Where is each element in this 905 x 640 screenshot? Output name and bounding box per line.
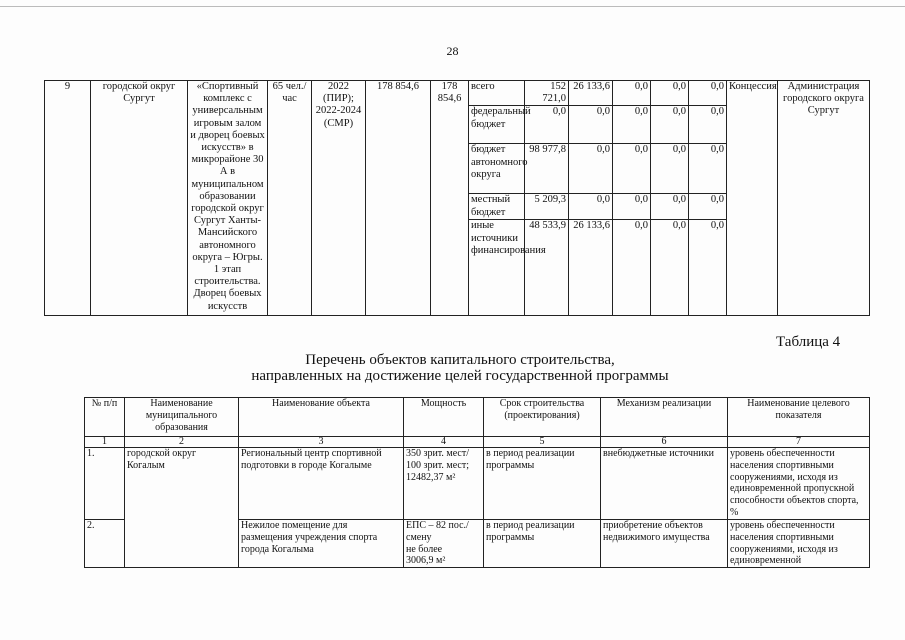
value-cell: 5 209,3: [525, 194, 569, 220]
column-number: 6: [601, 437, 728, 448]
column-number: 4: [404, 437, 484, 448]
value-cell: 0,0: [613, 220, 651, 316]
value-cell: 0,0: [651, 106, 689, 144]
source-cell: местный бюджет: [469, 194, 525, 220]
column-header: Мощность: [404, 398, 484, 437]
value-cell: 26 133,6: [569, 81, 613, 106]
table-row: [85, 448, 870, 520]
value-cell: 0,0: [651, 220, 689, 316]
municipality-cell: городской округ Сургут: [91, 81, 188, 316]
capacity-cell: [404, 520, 484, 568]
capacity-cell: [404, 448, 484, 520]
indicator-cell: уровень обеспеченности населения спортивными сооружениями, исходя из единовременной: [728, 520, 870, 568]
table-label: Таблица 4: [776, 334, 841, 350]
cost-cell: 178 854,6: [366, 81, 431, 316]
column-header: Наименование муниципального образования: [125, 398, 239, 437]
column-header: Наименование целевого показателя: [728, 398, 870, 437]
column-number: 5: [484, 437, 601, 448]
value-cell: 0,0: [689, 220, 727, 316]
table-title-line: направленных на достижение целей государственной программы: [251, 368, 669, 384]
column-number: 1: [85, 437, 125, 448]
period-cell: 2022 (ПИР); 2022-2024 (СМР): [312, 81, 366, 316]
column-header: Наименование объекта: [239, 398, 404, 437]
value-cell: 0,0: [689, 144, 727, 194]
column-number: 2: [125, 437, 239, 448]
capacity-line: 350 зрит. мест/: [406, 448, 470, 459]
column-number: 7: [728, 437, 870, 448]
capacity-line: 12482,37 м²: [406, 471, 456, 483]
value-cell: 48 533,9: [525, 220, 569, 316]
column-number: 3: [239, 437, 404, 448]
value-cell: 0,0: [569, 106, 613, 144]
value-cell: 0,0: [569, 194, 613, 220]
capacity-cell: 65 чел./час: [268, 81, 312, 316]
value-cell: 0,0: [689, 81, 727, 106]
table-row: [85, 520, 870, 568]
source-cell: всего: [469, 81, 525, 106]
customer-cell: Администрация городского округа Сургут: [778, 81, 870, 316]
value-cell: 0,0: [613, 144, 651, 194]
source-cell: федеральный бюджет: [469, 106, 525, 144]
value-cell: 0,0: [613, 81, 651, 106]
value-cell: 0,0: [651, 194, 689, 220]
mechanism-cell: внебюджетные источники: [601, 448, 728, 520]
mechanism-cell: приобретение объектов недвижимого имущества: [601, 520, 728, 568]
column-header: № п/п: [85, 398, 125, 437]
column-number-row: [85, 437, 870, 448]
table-title-line: Перечень объектов капитального строительства,: [305, 352, 615, 368]
column-header: Срок строительства (проектирования): [484, 398, 601, 437]
capacity-line: 3006,9 м²: [406, 555, 446, 567]
page-number: 28: [446, 44, 459, 58]
value-cell: 152 721,0: [525, 81, 569, 106]
value-cell: 0,0: [689, 194, 727, 220]
object-name-cell: «Спортивный комплекс с универсальным игровым залом и дворец боевых искусств» в микрорайоне 30 А в муниципальном образовании городской округ Сургут Ханты-Мансийского автономного округа – Югры. 1 этап строительства. Дворец боевых искусств: [188, 81, 268, 316]
period-cell: в период реализации программы: [484, 520, 601, 568]
value-cell: 0,0: [569, 144, 613, 194]
row-number: 2.: [85, 520, 125, 568]
value-cell: 0,0: [525, 106, 569, 144]
mechanism-cell: Концессия: [727, 81, 778, 316]
capital-construction-table: [84, 397, 870, 568]
value-cell: 0,0: [651, 144, 689, 194]
remainder-cell: 178 854,6: [431, 81, 469, 316]
municipality-cell: [125, 520, 239, 568]
value-cell: 0,0: [613, 194, 651, 220]
column-header: Механизм реализации: [601, 398, 728, 437]
indicator-cell: уровень обеспеченности населения спортивными сооружениями, исходя из единовременной пропускной способности объектов спорта, %: [728, 448, 870, 520]
source-cell: бюджет автономного округа: [469, 144, 525, 194]
scan-edge-line: [0, 6, 905, 7]
capacity-line: ЕПС – 82 пос./смену: [406, 520, 469, 543]
capacity-line: 100 зрит. мест;: [406, 459, 470, 471]
value-cell: 0,0: [613, 106, 651, 144]
period-cell: в период реализации программы: [484, 448, 601, 520]
value-cell: 26 133,6: [569, 220, 613, 316]
source-cell: иные источники финансирования: [469, 220, 525, 316]
table-title: [150, 352, 770, 384]
table-row: [45, 81, 870, 106]
municipality-cell: городской округ Когалым: [125, 448, 239, 520]
capacity-line: не более: [406, 543, 443, 555]
value-cell: 98 977,8: [525, 144, 569, 194]
row-number: 1.: [85, 448, 125, 520]
row-number: 9: [45, 81, 91, 316]
funding-table: [44, 80, 870, 316]
header-row: [85, 398, 870, 437]
value-cell: 0,0: [689, 106, 727, 144]
object-name-cell: Нежилое помещение для размещения учреждения спорта города Когалыма: [239, 520, 404, 568]
value-cell: 0,0: [651, 81, 689, 106]
object-name-cell: Региональный центр спортивной подготовки в городе Когалыме: [239, 448, 404, 520]
